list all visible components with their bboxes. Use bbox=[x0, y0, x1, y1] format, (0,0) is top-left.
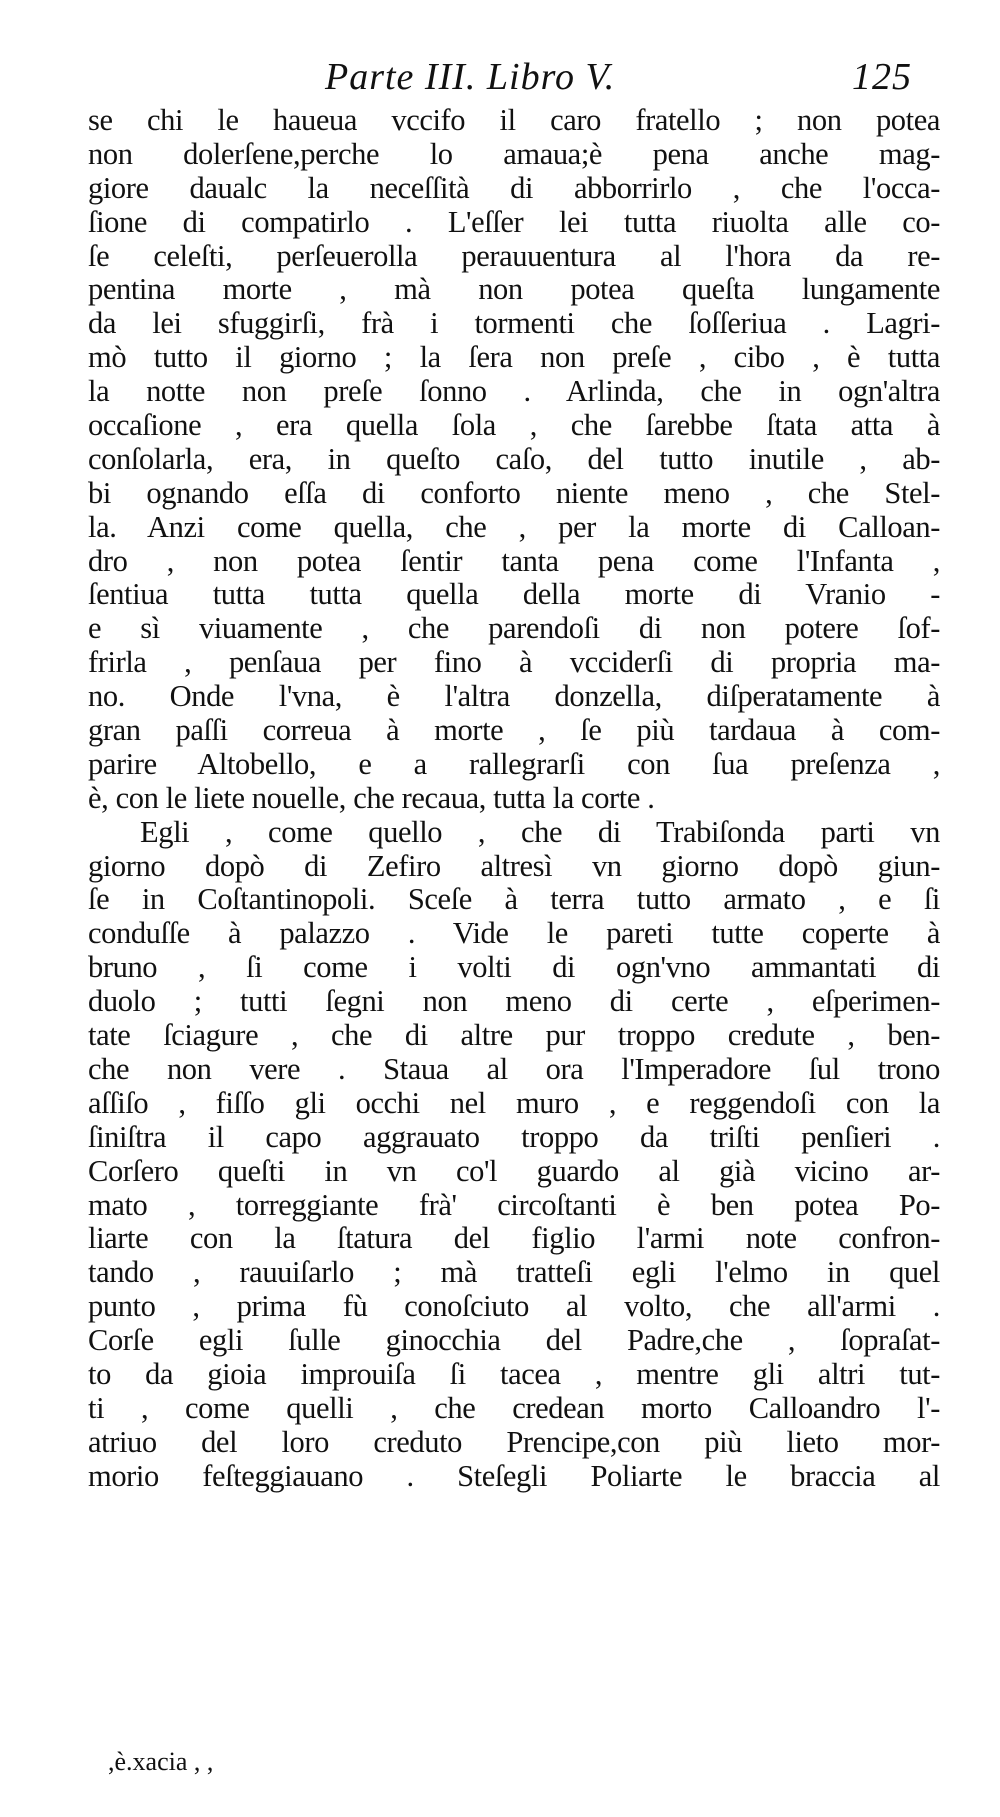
text-line: conduſſe à palazzo . Vide le pareti tutte coperte à bbox=[88, 917, 940, 951]
text-line: bi ognando eſſa di conforto niente meno , che Stel- bbox=[88, 476, 940, 510]
text-line: occaſione , era quella ſola , che ſarebbe ſtata atta à bbox=[88, 409, 940, 443]
text-line: la notte non preſe ſonno . Arlinda, che in ogn'altra bbox=[88, 375, 940, 409]
text-line: ſe celeſti, perſeuerolla perauuentura al l'hora da re- bbox=[88, 239, 940, 273]
text-line: atriuo del loro creduto Prencipe,con più lieto mor- bbox=[88, 1425, 940, 1459]
text-line: giorno dopò di Zefiro altresì vn giorno dopò giun- bbox=[88, 849, 940, 883]
text-line: conſolarla, era, in queſto caſo, del tutto inutile , ab- bbox=[88, 442, 940, 476]
text-line: gran paſſi correua à morte , ſe più tardaua à com- bbox=[88, 714, 940, 748]
text-line: che non vere . Staua al ora l'Imperadore ſul trono bbox=[88, 1052, 940, 1086]
text-line: Corſero queſti in vn co'l guardo al già vicino ar- bbox=[88, 1154, 940, 1188]
text-line: duolo ; tutti ſegni non meno di certe , eſperimen- bbox=[88, 985, 940, 1019]
text-line: non dolerſene,perche lo amaua;è pena anche mag- bbox=[88, 137, 940, 171]
paragraph-last-line: è, con le liete nouelle, che recaua, tutta la corte . bbox=[88, 781, 655, 815]
text-line: dro , non potea ſentir tanta pena come l'Infanta , bbox=[88, 544, 940, 578]
text-line: da lei sfuggirſi, frà i tormenti che ſoſſeriua . Lagri- bbox=[88, 307, 940, 341]
text-line: to da gioia improuiſa ſi tacea , mentre gli altri tut- bbox=[88, 1357, 940, 1391]
page-number: 125 bbox=[852, 56, 912, 98]
text-line: aſſiſo , fiſſo gli occhi nel muro , e reggendoſi con la bbox=[88, 1086, 940, 1120]
text-line: punto , prima fù conoſciuto al volto, che all'armi . bbox=[88, 1290, 940, 1324]
text-line: ſiniſtra il capo aggrauato troppo da triſti penſieri . bbox=[88, 1120, 940, 1154]
text-line: tando , rauuiſarlo ; mà tratteſi egli l'elmo in quel bbox=[88, 1256, 940, 1290]
text-line: bruno , ſi come i volti di ogn'vno ammantati di bbox=[88, 951, 940, 985]
text-line: e sì viuamente , che parendoſi di non potere ſof- bbox=[88, 612, 940, 646]
text-line: morio feſteggiauano . Steſegli Poliarte le braccia al bbox=[88, 1459, 940, 1493]
paragraph-first-line: Egli , come quello , che di Trabiſonda parti vn bbox=[140, 815, 940, 849]
running-title: Parte III. Libro V. bbox=[325, 56, 616, 98]
text-line: Corſe egli ſulle ginocchia del Padre,che , ſopraſat- bbox=[88, 1324, 940, 1358]
catchword: ,è.xacia , , bbox=[108, 1747, 214, 1776]
text-line: mò tutto il giorno ; la ſera non preſe , cibo , è tutta bbox=[88, 341, 940, 375]
text-line: se chi le haueua vccifo il caro fratello ; non potea bbox=[88, 104, 940, 137]
text-line: liarte con la ſtatura del figlio l'armi note confron- bbox=[88, 1222, 940, 1256]
text-line: frirla , penſaua per fino à vcciderſi di propria ma- bbox=[88, 646, 940, 680]
text-line: ſe in Coſtantinopoli. Sceſe à terra tutto armato , e ſi bbox=[88, 883, 940, 917]
text-line: ſione di compatirlo . L'eſſer lei tutta riuolta alle co- bbox=[88, 205, 940, 239]
text-line: ſentiua tutta tutta quella della morte di Vranio - bbox=[88, 578, 940, 612]
text-line: no. Onde l'vna, è l'altra donzella, diſperatamente à bbox=[88, 680, 940, 714]
text-line: giore daualc la neceſſità di abborrirlo , che l'occa- bbox=[88, 171, 940, 205]
text-line: mato , torreggiante frà' circoſtanti è ben potea Po- bbox=[88, 1188, 940, 1222]
text-line: pentina morte , mà non potea queſta lungamente bbox=[88, 273, 940, 307]
text-line: ti , come quelli , che credean morto Calloandro l'- bbox=[88, 1391, 940, 1425]
text-line: la. Anzi come quella, che , per la morte di Calloan- bbox=[88, 510, 940, 544]
text-line: tate ſciagure , che di altre pur troppo credute , ben- bbox=[88, 1019, 940, 1053]
body-text bbox=[88, 104, 940, 1494]
text-line: parire Altobello, e a rallegrarſi con ſua preſenza , bbox=[88, 747, 940, 781]
running-head bbox=[90, 52, 930, 102]
